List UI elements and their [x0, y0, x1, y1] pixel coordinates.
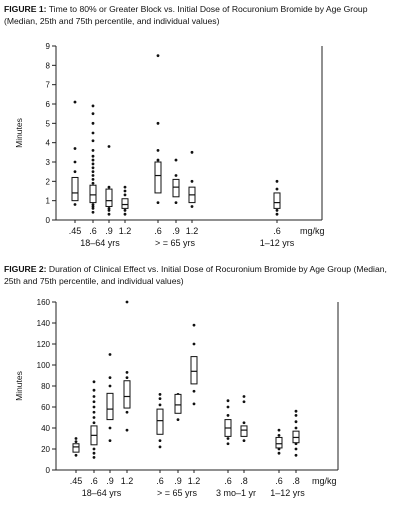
fig1-dose-label: .6: [273, 226, 281, 236]
fig2-unit-label: mg/kg: [312, 476, 337, 486]
fig1-data-point: [108, 207, 111, 210]
fig1-iqr-box: [122, 199, 128, 209]
fig2-data-point: [243, 421, 246, 424]
fig1-data-point: [157, 149, 160, 152]
fig2-y-tick-label: 0: [45, 466, 50, 475]
fig1-data-point: [92, 178, 95, 181]
fig1-data-point: [191, 180, 194, 183]
fig1-y-tick-label: 6: [45, 100, 50, 109]
fig1-dose-label: .45: [68, 226, 82, 236]
fig2-group-label: 18–64 yrs: [81, 488, 122, 498]
fig1-dose-label: .9: [105, 226, 113, 236]
fig1-data-point: [124, 213, 127, 216]
fig2-data-point: [109, 385, 112, 388]
fig2-dose-label: .9: [174, 476, 182, 486]
fig1-data-point: [92, 159, 95, 162]
fig2-y-tick-label: 120: [36, 340, 50, 349]
fig2-data-point: [93, 395, 96, 398]
fig2-iqr-box: [191, 357, 197, 384]
fig2-data-point: [126, 429, 129, 432]
fig2-data-point: [295, 427, 298, 430]
fig2-y-tick-label: 60: [41, 403, 50, 412]
fig1-group-label: 18–64 yrs: [80, 238, 120, 248]
fig1-dose-label: 1.2: [185, 226, 199, 236]
fig1-iqr-box: [106, 189, 112, 206]
fig2-y-tick-label: 20: [41, 445, 50, 454]
fig1-data-point: [108, 186, 111, 189]
fig1-data-point: [74, 161, 77, 164]
fig2-data-point: [227, 437, 230, 440]
fig1-data-point: [157, 159, 160, 162]
figure2-chart: [0, 292, 400, 513]
fig2-iqr-box: [124, 381, 130, 408]
fig2-data-point: [93, 456, 96, 459]
fig2-data-point: [227, 406, 230, 409]
fig2-data-point: [193, 390, 196, 393]
fig1-data-point: [92, 155, 95, 158]
fig2-dose-label: .6: [90, 476, 98, 486]
fig2-data-point: [243, 395, 246, 398]
fig1-group-label: 1–12 yrs: [259, 238, 295, 248]
fig2-data-point: [126, 301, 129, 304]
fig2-data-point: [93, 400, 96, 403]
fig1-iqr-box: [72, 177, 78, 200]
fig2-data-point: [93, 389, 96, 392]
figure1-label: FIGURE 1:: [4, 4, 47, 14]
fig1-data-point: [157, 122, 160, 125]
fig1-group-label: > = 65 yrs: [154, 238, 196, 248]
fig2-data-point: [126, 371, 129, 374]
fig1-data-point: [92, 182, 95, 185]
fig2-data-point: [126, 376, 129, 379]
fig1-data-point: [74, 147, 77, 150]
fig1-dose-label: 1.2: [118, 226, 132, 236]
fig2-dose-label: 1.2: [187, 476, 201, 486]
fig2-data-point: [295, 410, 298, 413]
fig2-data-point: [278, 452, 281, 455]
fig1-data-point: [276, 180, 279, 183]
fig2-data-point: [295, 420, 298, 423]
fig1-data-point: [157, 54, 160, 57]
fig1-data-point: [276, 188, 279, 191]
fig2-data-point: [193, 343, 196, 346]
figure1-title: Time to 80% or Greater Block vs. Initial Dose of Rocuronium Bromide by Age Group (Median, 25th and 75th percentile, and individual values): [4, 4, 368, 26]
fig1-iqr-box: [155, 162, 161, 193]
fig2-data-point: [193, 402, 196, 405]
fig2-dose-label: .8: [292, 476, 300, 486]
fig1-dose-label: .9: [172, 226, 180, 236]
fig1-data-point: [124, 190, 127, 193]
fig1-data-point: [92, 166, 95, 169]
fig1-data-point: [92, 132, 95, 135]
fig2-data-point: [159, 439, 162, 442]
fig2-data-point: [159, 446, 162, 449]
fig1-data-point: [175, 159, 178, 162]
fig1-data-point: [191, 205, 194, 208]
fig1-data-point: [124, 209, 127, 212]
fig2-y-tick-label: 80: [41, 382, 50, 391]
fig2-data-point: [177, 418, 180, 421]
fig2-data-point: [227, 414, 230, 417]
fig2-data-point: [93, 416, 96, 419]
fig1-data-point: [175, 201, 178, 204]
fig1-dose-label: .6: [89, 226, 97, 236]
fig2-y-tick-label: 100: [36, 361, 50, 370]
fig2-dose-label: .45: [69, 476, 83, 486]
fig2-dose-label: .9: [106, 476, 114, 486]
fig2-data-point: [93, 380, 96, 383]
fig2-dose-label: .6: [156, 476, 164, 486]
fig2-data-point: [75, 440, 78, 443]
fig1-y-tick-label: 4: [45, 138, 50, 148]
fig1-data-point: [92, 163, 95, 166]
fig1-data-point: [92, 203, 95, 206]
fig2-iqr-box: [241, 426, 247, 437]
fig2-dose-label: .8: [240, 476, 248, 486]
fig2-dose-label: .6: [224, 476, 232, 486]
fig1-y-axis-label: Minutes: [14, 118, 24, 148]
fig2-data-point: [109, 427, 112, 430]
fig2-data-point: [93, 411, 96, 414]
fig2-group-label: 1–12 yrs: [270, 488, 305, 498]
fig2-data-point: [243, 400, 246, 403]
fig1-data-point: [157, 201, 160, 204]
fig2-data-point: [75, 437, 78, 440]
figure1-caption: [4, 3, 396, 27]
fig2-data-point: [278, 434, 281, 437]
fig1-iqr-box: [173, 179, 179, 196]
fig2-data-point: [159, 404, 162, 407]
fig1-data-point: [92, 122, 95, 125]
fig1-y-tick-label: 1: [45, 196, 50, 206]
fig2-data-point: [295, 448, 298, 451]
fig2-data-point: [227, 399, 230, 402]
fig2-data-point: [75, 454, 78, 457]
fig2-data-point: [109, 376, 112, 379]
fig1-data-point: [92, 211, 95, 214]
fig2-data-point: [295, 414, 298, 417]
fig1-data-point: [74, 203, 77, 206]
fig1-unit-label: mg/kg: [300, 226, 325, 236]
fig2-iqr-box: [157, 409, 163, 434]
fig1-data-point: [92, 170, 95, 173]
fig2-data-point: [278, 429, 281, 432]
fig2-iqr-box: [175, 394, 181, 413]
fig1-data-point: [124, 193, 127, 196]
fig2-data-point: [93, 452, 96, 455]
fig1-data-point: [92, 105, 95, 108]
fig2-iqr-box: [73, 444, 79, 452]
figure2-label: FIGURE 2:: [4, 264, 47, 274]
fig2-data-point: [159, 393, 162, 396]
fig1-iqr-box: [274, 193, 280, 208]
fig2-data-point: [93, 406, 96, 409]
fig2-dose-label: 1.2: [120, 476, 134, 486]
fig2-data-point: [109, 439, 112, 442]
fig2-data-point: [193, 324, 196, 327]
fig2-iqr-box: [276, 437, 282, 448]
fig2-iqr-box: [107, 393, 113, 419]
fig1-y-tick-label: 2: [45, 177, 50, 187]
fig2-data-point: [159, 397, 162, 400]
fig2-group-label: 3 mo–1 yr: [215, 488, 257, 498]
fig1-data-point: [74, 101, 77, 104]
fig1-data-point: [108, 145, 111, 148]
fig1-data-point: [191, 151, 194, 154]
fig1-data-point: [175, 174, 178, 177]
fig1-dose-label: .6: [154, 226, 162, 236]
fig2-data-point: [227, 442, 230, 445]
figure2-title: Duration of Clinical Effect vs. Initial Dose of Rocuronium Bromide by Age Group (Median, 25th and 75th percentile, and individual values): [4, 264, 387, 286]
fig1-data-point: [74, 170, 77, 173]
fig1-y-tick-label: 7: [45, 80, 50, 90]
fig2-y-tick-label: 140: [36, 319, 50, 328]
fig2-data-point: [109, 353, 112, 356]
figure2-caption: [4, 263, 396, 287]
fig2-group-label: > = 65 yrs: [156, 488, 198, 498]
fig1-y-tick-label: 0: [45, 216, 50, 225]
fig1-y-tick-label: 8: [45, 61, 50, 71]
fig2-data-point: [295, 454, 298, 457]
fig1-data-point: [124, 186, 127, 189]
fig1-y-tick-label: 9: [45, 42, 50, 51]
fig1-data-point: [276, 209, 279, 212]
fig1-iqr-box: [90, 185, 96, 202]
fig2-y-tick-label: 160: [36, 298, 50, 307]
fig2-data-point: [243, 439, 246, 442]
fig2-dose-label: .6: [275, 476, 283, 486]
fig1-y-tick-label: 3: [45, 158, 50, 167]
fig2-y-tick-label: 40: [41, 424, 50, 433]
fig1-data-point: [92, 149, 95, 152]
fig2-data-point: [126, 411, 129, 414]
fig1-data-point: [92, 174, 95, 177]
fig2-data-point: [93, 448, 96, 451]
fig1-data-point: [276, 213, 279, 216]
fig1-y-tick-label: 5: [45, 119, 50, 129]
fig1-data-point: [92, 112, 95, 115]
fig1-data-point: [92, 139, 95, 142]
fig2-data-point: [93, 421, 96, 424]
figure1-chart: [0, 34, 400, 256]
fig2-y-axis-label: Minutes: [14, 371, 24, 401]
fig1-data-point: [108, 213, 111, 216]
